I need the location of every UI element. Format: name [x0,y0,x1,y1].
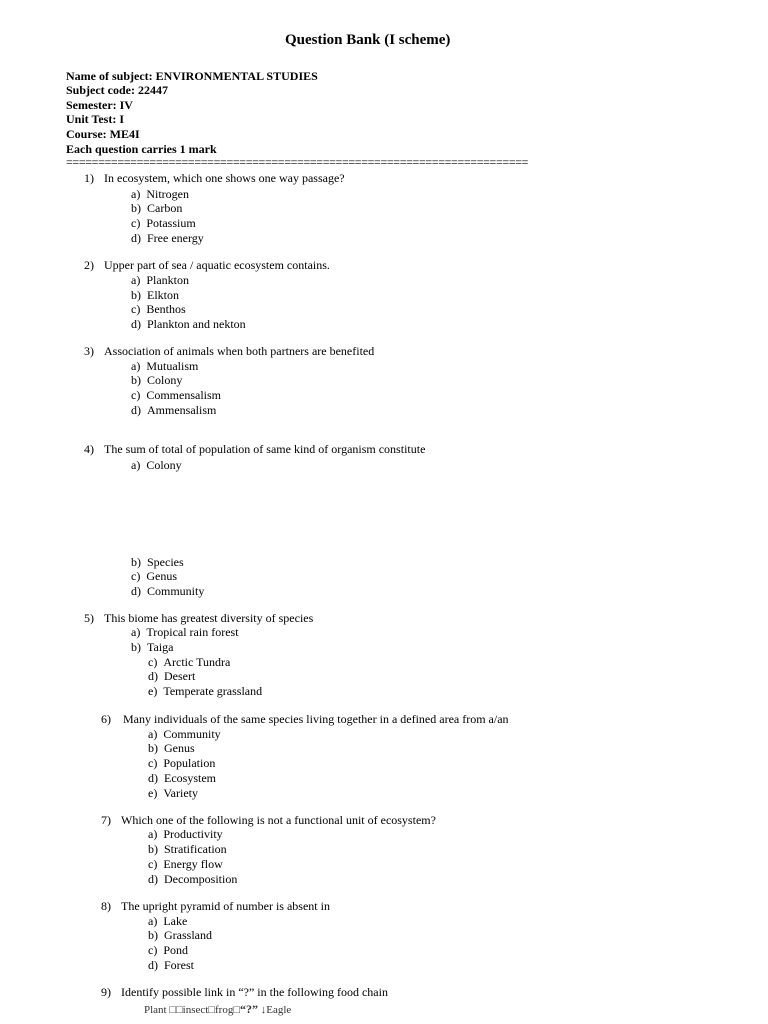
option-a: a) Colony [131,458,182,472]
option-e: e) Variety [148,786,198,800]
chain-eagle: Eagle [266,1004,292,1016]
question-text: Association of animals when both partners are benefited [104,344,375,358]
food-chain [144,1002,291,1017]
question-2 [84,258,330,273]
question-text: Upper part of sea / aquatic ecosystem contains. [104,258,330,272]
question-text: Identify possible link in “?” in the following food chain [121,985,388,999]
arrow-icon: □□ [169,1004,183,1016]
question-number: 8) [101,899,111,913]
option-c: c) Population [148,756,216,770]
option-a: a) Tropical rain forest [131,625,239,639]
option-d: d) Forest [148,958,194,972]
question-number: 2) [84,258,94,272]
option-c: c) Potassium [131,216,196,230]
option-d: d) Decomposition [148,872,238,886]
page-title: Question Bank (I scheme) [285,32,451,48]
question-8 [101,899,330,914]
option-c: c) Arctic Tundra [148,655,231,669]
option-c: c) Genus [131,569,177,583]
question-5 [84,611,314,626]
option-a: a) Community [148,727,221,741]
option-c: c) Pond [148,943,189,957]
option-a: a) Productivity [148,827,223,841]
option-b: b) Genus [148,741,195,755]
chain-frog: frog [215,1004,234,1016]
option-b: b) Taiga [131,640,174,654]
question-text: Many individuals of the same species living together in a defined area from a/an [123,712,509,726]
option-a: a) Nitrogen [131,187,189,201]
option-d: d) Desert [148,669,196,683]
question-7 [101,813,436,828]
marks-note: Each question carries 1 mark [66,142,217,156]
question-text: The sum of total of population of same kind of organism constitute [104,442,426,456]
option-b: b) Stratification [148,842,227,856]
question-text: In ecosystem, which one shows one way passage? [104,171,345,185]
option-a: a) Plankton [131,273,189,287]
option-c: c) Energy flow [148,857,223,871]
question-6 [101,712,509,727]
question-3 [84,344,375,359]
arrow-icon: □ [208,1004,215,1016]
chain-unknown: “?” [239,1002,258,1016]
course: Course: ME4I [66,127,140,141]
question-number: 6) [101,712,111,726]
option-e: e) Temperate grassland [148,684,263,698]
option-b: b) Carbon [131,201,183,215]
subject-name: Name of subject: ENVIRONMENTAL STUDIES [66,69,318,83]
option-d: d) Plankton and nekton [131,317,246,331]
subject-code: Subject code: 22447 [66,83,168,97]
option-b: b) Species [131,555,184,569]
question-number: 5) [84,611,94,625]
option-c: c) Benthos [131,302,186,316]
option-b: b) Elkton [131,288,179,302]
question-4 [84,442,426,457]
option-b: b) Grassland [148,928,212,942]
option-b: b) Colony [131,373,183,387]
question-number: 7) [101,813,111,827]
question-number: 3) [84,344,94,358]
option-c: c) Commensalism [131,388,221,402]
question-number: 1) [84,171,94,185]
chain-plant: Plant [144,1004,167,1016]
question-text: The upright pyramid of number is absent in [121,899,330,913]
semester: Semester: IV [66,98,133,112]
unit-test: Unit Test: I [66,112,125,126]
question-1 [84,171,345,186]
option-d: d) Ammensalism [131,403,217,417]
question-text: Which one of the following is not a functional unit of ecosystem? [121,813,436,827]
question-number: 4) [84,442,94,456]
option-a: a) Mutualism [131,359,199,373]
option-d: d) Ecosystem [148,771,216,785]
chain-insect: insect [182,1004,209,1016]
option-d: d) Community [131,584,205,598]
separator-line: ======================================================================== [66,155,529,169]
arrow-icon: ↓ [260,1004,267,1016]
option-d: d) Free energy [131,231,204,245]
question-text: This biome has greatest diversity of species [104,611,314,625]
question-number: 9) [101,985,111,999]
option-a: a) Lake [148,914,188,928]
question-9 [101,985,388,1000]
arrow-icon: □ [233,1004,240,1016]
